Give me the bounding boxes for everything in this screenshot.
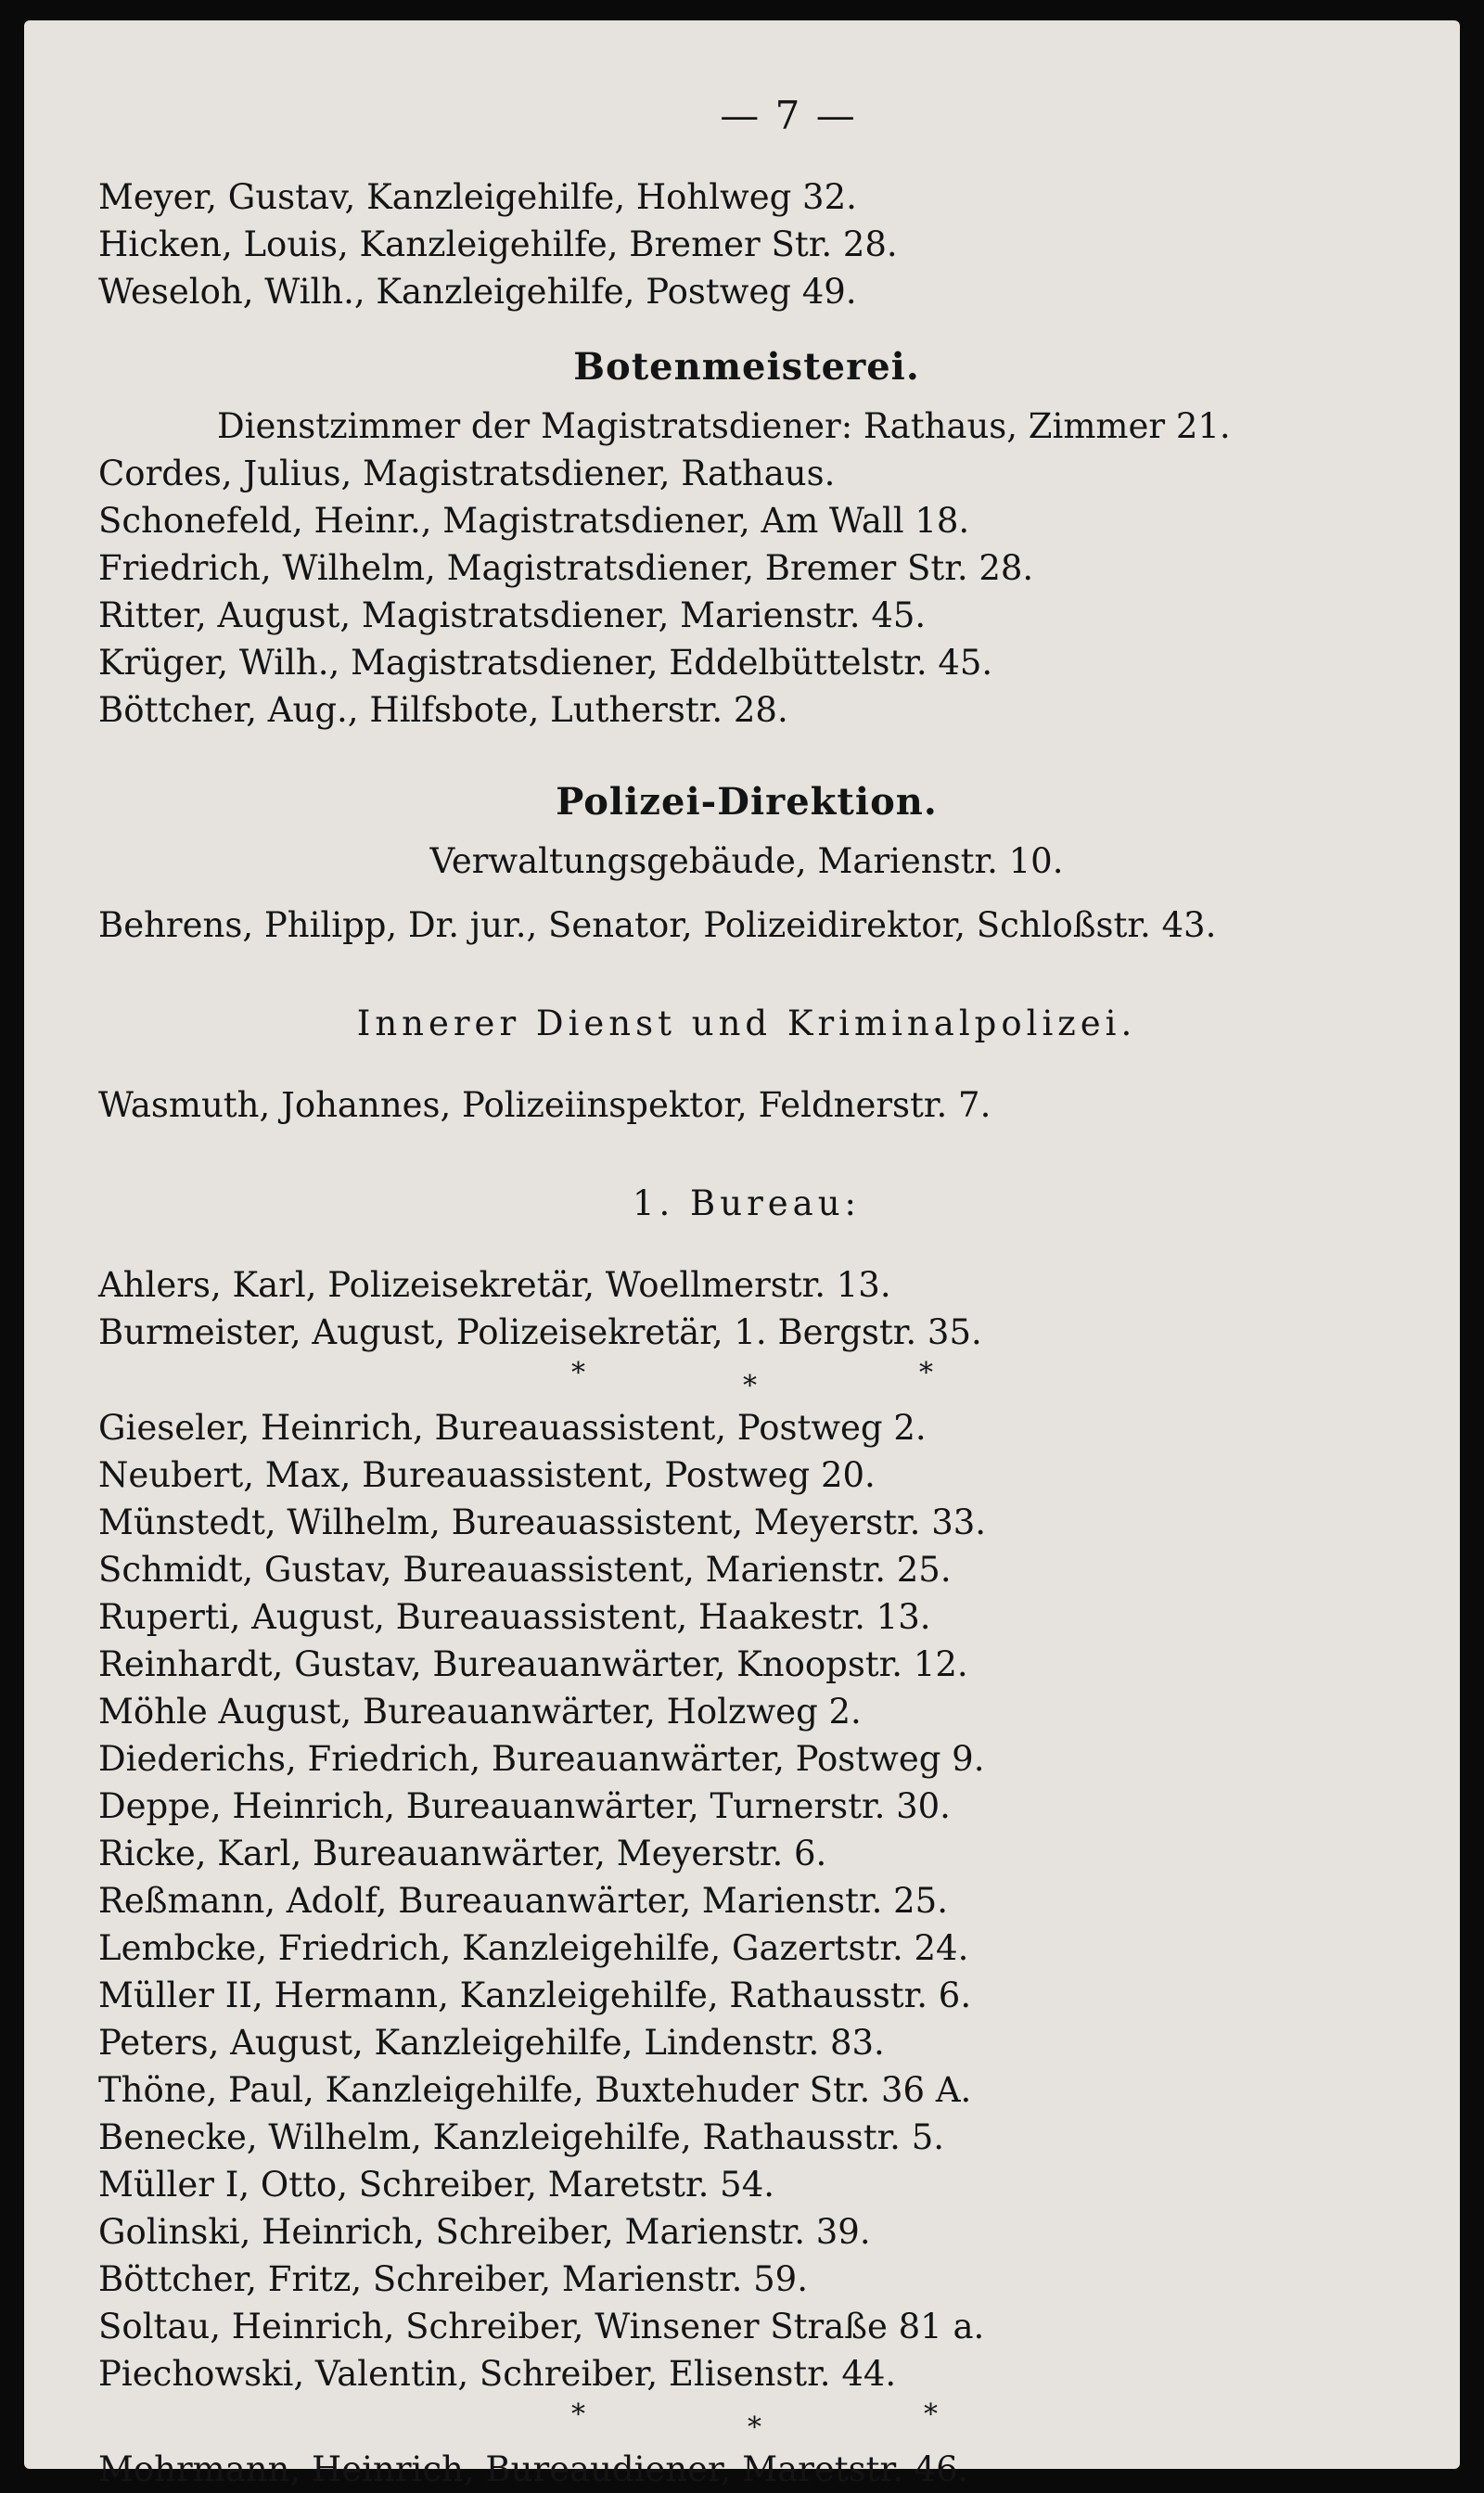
asterisk-divider [98,2397,1395,2444]
list-item: Hicken, Louis, Kanzleigehilfe, Bremer Str. 28. [98,224,898,264]
staff-list [98,1404,1395,2397]
secretaries-list [98,1261,1395,1356]
list-item: Weseloh, Wilh., Kanzleigehilfe, Postweg 49. [98,272,857,312]
list-item: Reßmann, Adolf, Bureauanwärter, Marienstr. 25. [98,1881,948,1921]
page-number: — 7 — [720,93,857,138]
list-item: Thöne, Paul, Kanzleigehilfe, Buxtehuder Str. 36 A. [98,2070,972,2110]
list-item: Diederichs, Friedrich, Bureauanwärter, Postweg 9. [98,1739,985,1779]
section-heading-botenmeisterei: Botenmeisterei. [573,345,920,389]
document-page [24,20,1460,2489]
list-item: Ricke, Karl, Bureauanwärter, Meyerstr. 6. [98,1834,827,1873]
list-item: Reinhardt, Gustav, Bureauanwärter, Knoopstr. 12. [98,1644,968,1684]
list-item: Cordes, Julius, Magistratsdiener, Rathaus. [98,454,836,493]
list-item: Schonefeld, Heinr., Magistratsdiener, Am Wall 18. [98,501,970,541]
list-item: Ruperti, August, Bureauassistent, Haakestr. 13. [98,1597,931,1637]
list-item: Piechowski, Valentin, Schreiber, Elisenstr. 44. [98,2354,897,2394]
list-item: Golinski, Heinrich, Schreiber, Marienstr. 39. [98,2212,871,2252]
list-item: Müller II, Hermann, Kanzleigehilfe, Rathausstr. 6. [98,1975,972,2015]
director-entry: Behrens, Philipp, Dr. jur., Senator, Polizeidirektor, Schloßstr. 43. [98,905,1217,945]
list-item-last: Mohrmann, Heinrich, Bureaudiener, Maretstr. 46. [98,2449,969,2489]
list-item: Schmidt, Gustav, Bureauassistent, Marienstr. 25. [98,1550,952,1590]
list-item: Ritter, August, Magistratsdiener, Marienstr. 45. [98,595,927,635]
bureau-heading: 1. Bureau: [632,1183,862,1223]
asterisk: * [571,1357,585,1389]
asterisk: * [924,2398,938,2431]
list-item: Lembcke, Friedrich, Kanzleigehilfe, Gazertstr. 24. [98,1928,969,1968]
asterisk: * [748,2411,761,2444]
list-item: Deppe, Heinrich, Bureauanwärter, Turnerstr. 30. [98,1786,951,1826]
list-item: Möhle August, Bureauanwärter, Holzweg 2. [98,1692,862,1732]
list-item: Benecke, Wilhelm, Kanzleigehilfe, Rathausstr. 5. [98,2117,945,2157]
list-item: Burmeister, August, Polizeisekretär, 1. Bergstr. 35. [98,1312,982,1352]
list-item: Meyer, Gustav, Kanzleigehilfe, Hohlweg 32. [98,177,857,217]
list-item: Gieseler, Heinrich, Bureauassistent, Postweg 2. [98,1408,927,1448]
list-item: Krüger, Wilh., Magistratsdiener, Eddelbüttelstr. 45. [98,643,993,683]
inspector-entry: Wasmuth, Johannes, Polizeiinspektor, Feldnerstr. 7. [98,1085,991,1125]
building-line: Verwaltungsgebäude, Marienstr. 10. [429,841,1064,881]
list-item: Peters, August, Kanzleigehilfe, Lindenstr. 83. [98,2023,885,2063]
list-item: Soltau, Heinrich, Schreiber, Winsener Straße 81 a. [98,2307,985,2346]
office-line: Dienstzimmer der Magistratsdiener: Rathaus, Zimmer 21. [217,406,1231,446]
asterisk: * [743,1370,757,1402]
botenmeisterei-list [98,450,1395,734]
asterisk: * [571,2398,585,2431]
list-item: Böttcher, Aug., Hilfsbote, Lutherstr. 28. [98,690,788,730]
list-item: Ahlers, Karl, Polizeisekretär, Woellmerstr. 13. [98,1265,891,1305]
asterisk: * [919,1357,933,1389]
list-item: Neubert, Max, Bureauassistent, Postweg 20. [98,1455,876,1495]
list-item: Böttcher, Fritz, Schreiber, Marienstr. 59. [98,2259,808,2299]
list-item: Friedrich, Wilhelm, Magistratsdiener, Bremer Str. 28. [98,548,1034,588]
asterisk-divider [98,1356,1395,1402]
subheading-kriminalpolizei: Innerer Dienst und Kriminalpolizei. [356,1004,1137,1043]
section-heading-polizei: Polizei-Direktion. [556,780,938,824]
top-entries [98,173,1395,315]
list-item: Müller I, Otto, Schreiber, Maretstr. 54. [98,2165,775,2205]
list-item: Münstedt, Wilhelm, Bureauassistent, Meyerstr. 33. [98,1502,987,1542]
